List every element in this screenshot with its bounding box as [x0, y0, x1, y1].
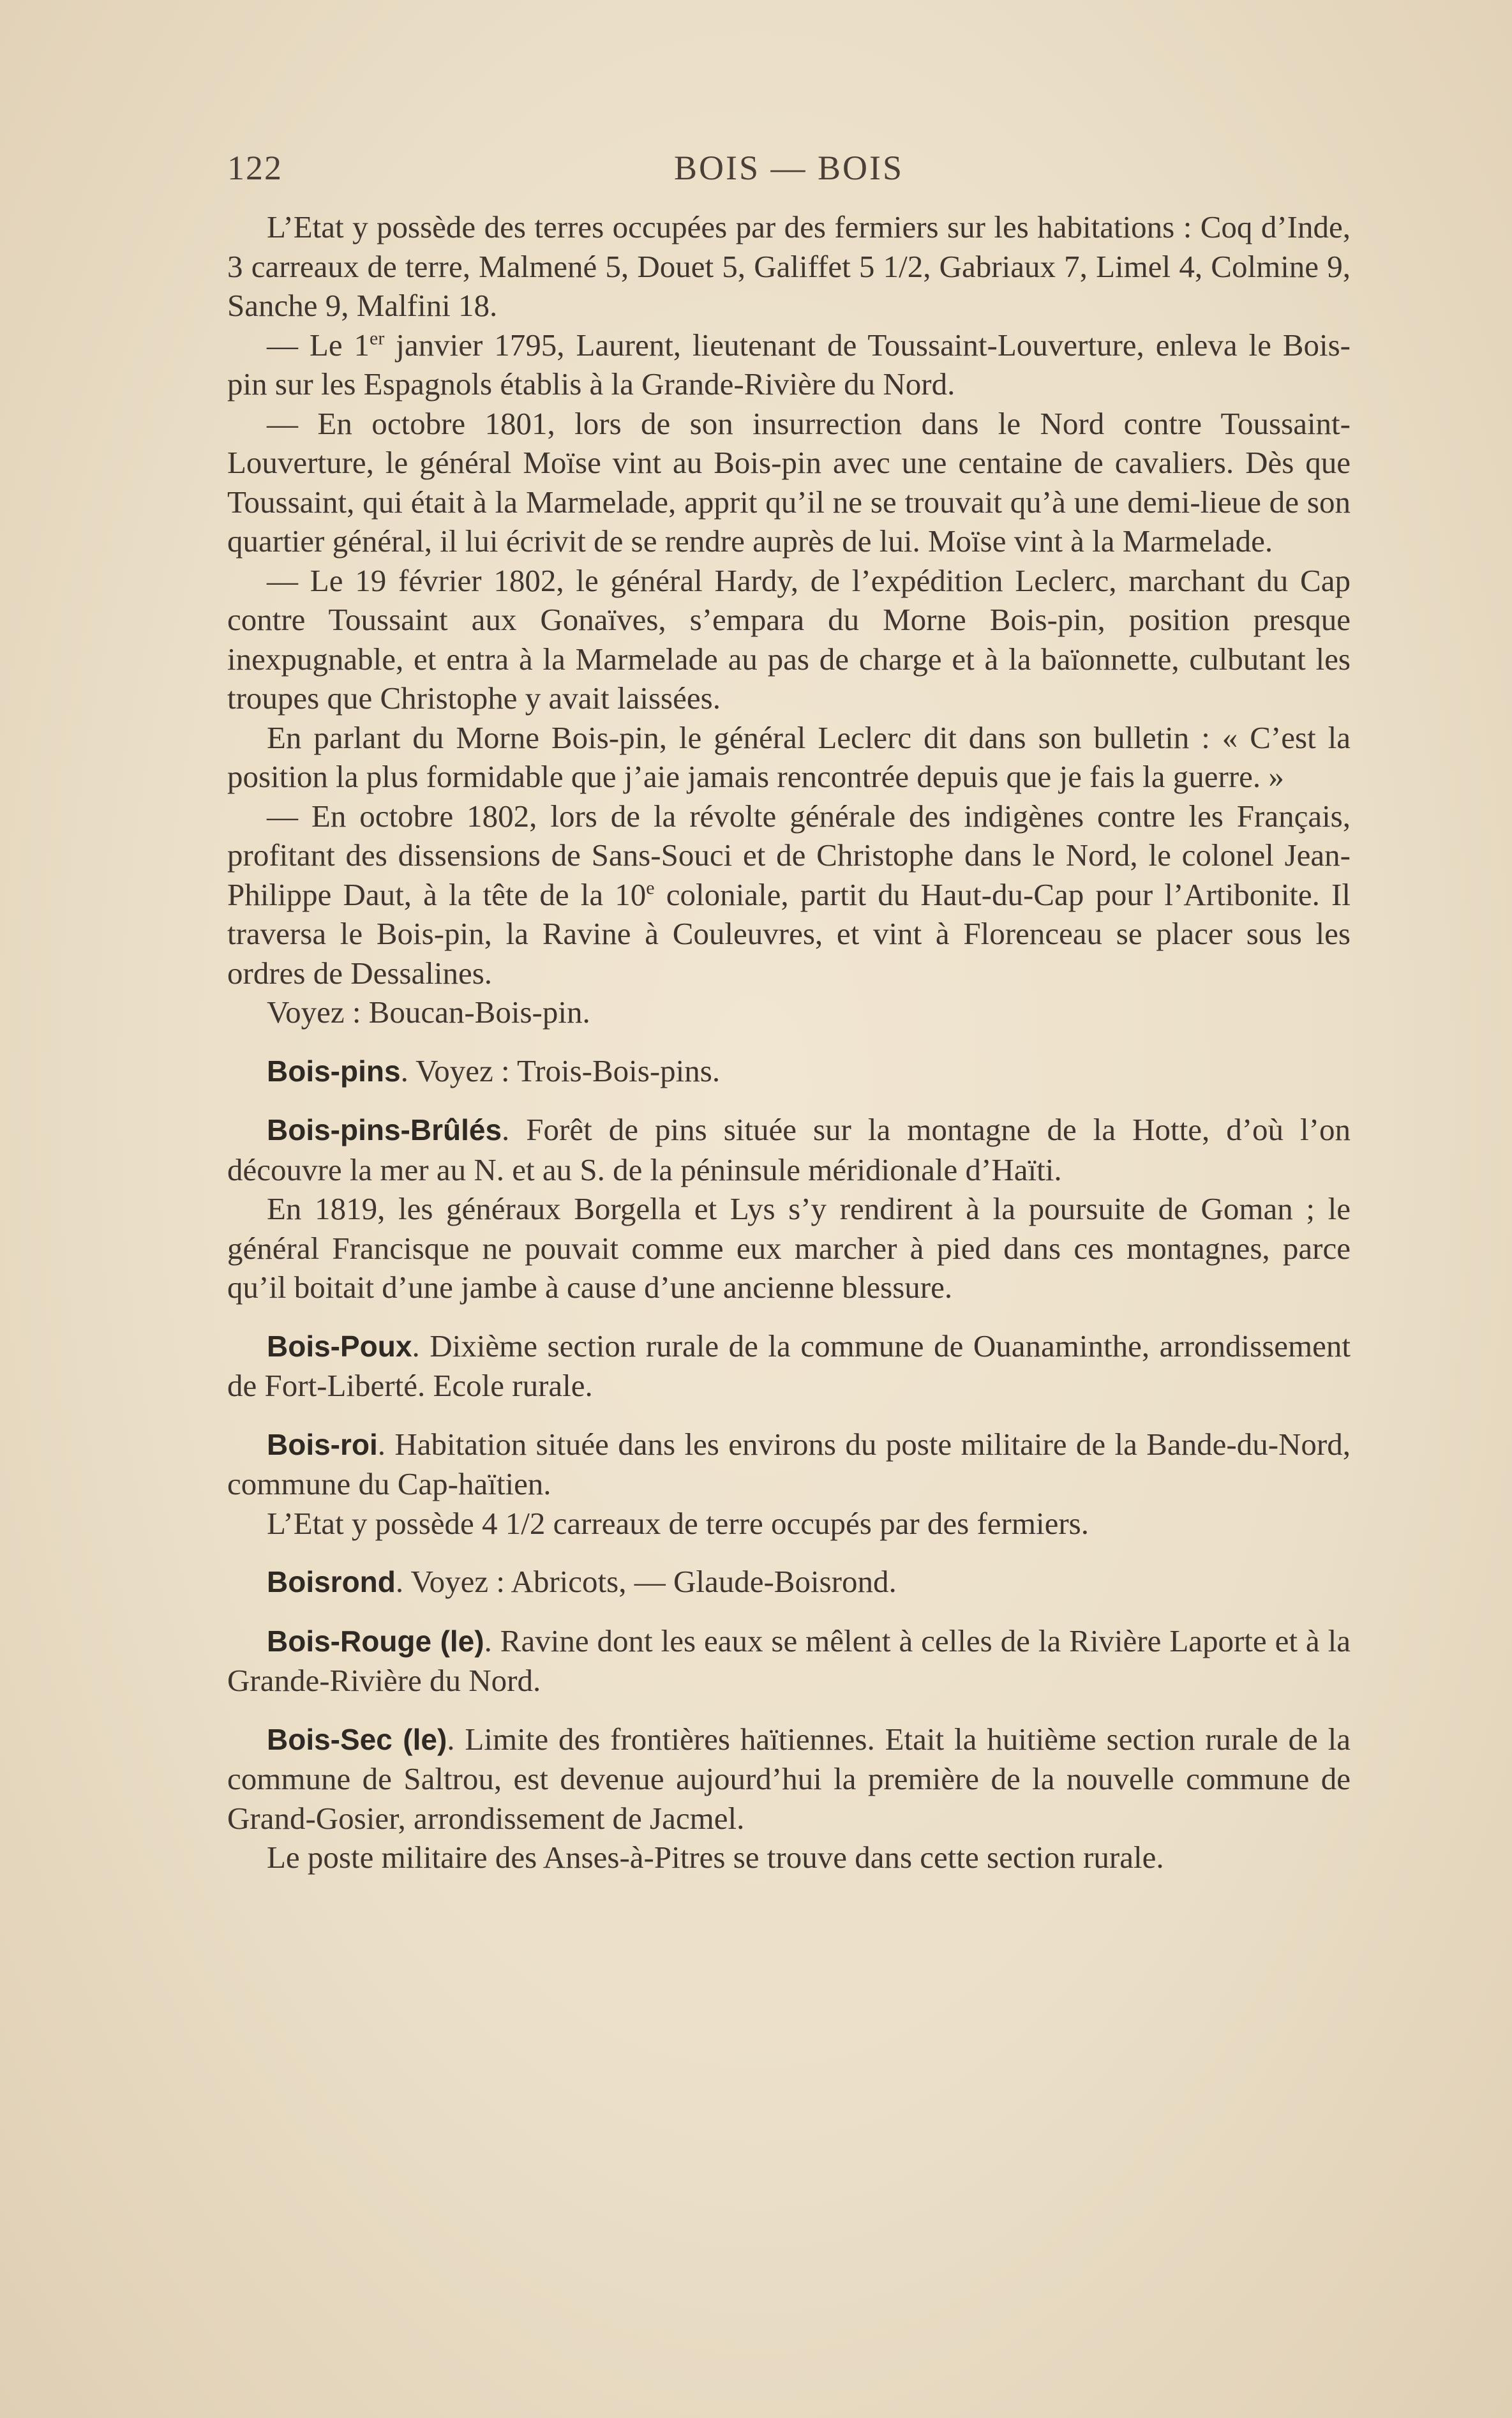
dictionary-entry: Bois-Rouge (le). Ravine dont les eaux se mêlent à celles de la Rivière Laporte et à la Grande-Rivière du Nord. — [227, 1623, 1351, 1698]
paragraph: Le poste militaire des Anses-à-Pitres se trouve dans cette section rurale. — [267, 1840, 1164, 1875]
paragraph: Voyez : Boucan-Bois-pin. — [267, 995, 590, 1030]
paragraph: — En octobre 1802, lors de la révolte générale des indigènes contre les Français, profitant des dissensions de Sans-Souci et de Christophe dans le Nord, le colonel Jean-Philippe Daut, à la tête de la 10e coloniale, partit du Haut-du-Cap pour l’Artibonite. Il traversa le Bois-pin, la Ravine à Couleuvres, et vint à Florenceau se placer sous les ordres de Dessalines. — [227, 798, 1351, 991]
paragraph: — Le 19 février 1802, le général Hardy, de l’expédition Leclerc, marchant du Cap contre Toussaint aux Gonaïves, s’empara du Morne Bois-pin, position presque inexpugnable, et entra à la Marmelade au pas de charge et à la baïonnette, culbutant les troupes que Christophe y avait laissées. — [227, 562, 1351, 716]
entry-headword: Bois-pins — [267, 1054, 401, 1088]
dictionary-entry: Bois-Poux. Dixième section rurale de la commune de Ouanaminthe, arrondissement de Fort-Liberté. Ecole rurale. — [227, 1328, 1351, 1403]
entry-headword: Bois-Poux — [267, 1329, 412, 1363]
entry-headword: Bois-pins-Brûlés — [267, 1113, 502, 1146]
paragraph: En 1819, les généraux Borgella et Lys s’y rendirent à la poursuite de Goman ; le général Francisque ne pouvait comme eux marcher à pied dans ces montagnes, parce qu’il boitait d’une jambe à cause d’une ancienne blessure. — [227, 1191, 1351, 1305]
running-title: BOIS — BOIS — [673, 149, 904, 187]
entry-headword: Bois-Rouge (le) — [267, 1624, 484, 1658]
entry-headword: Bois-Sec (le) — [267, 1722, 447, 1756]
dictionary-entry: Bois-pins. Voyez : Trois-Bois-pins. — [267, 1053, 721, 1088]
page-body — [227, 207, 1351, 1877]
dictionary-entry: Boisrond. Voyez : Abricots, — Glaude-Boisrond. — [267, 1564, 897, 1599]
entry-headword: Boisrond — [267, 1565, 396, 1598]
dictionary-entry: Bois-Sec (le). Limite des frontières haïtiennes. Etait la huitième section rurale de la commune de Saltrou, est devenue aujourd’hui la première de la nouvelle commune de Grand-Gosier, arrondissement de Jacmel. — [227, 1721, 1351, 1836]
dictionary-entry: Bois-roi. Habitation située dans les environs du poste militaire de la Bande-du-Nord, commune du Cap-haïtien. — [227, 1426, 1351, 1501]
paragraph: En parlant du Morne Bois-pin, le général Leclerc dit dans son bulletin : « C’est la position la plus formidable que j’aie jamais rencontrée depuis que je fais la guerre. » — [227, 719, 1351, 794]
entry-headword: Bois-roi — [267, 1427, 378, 1461]
paragraph: — Le 1er janvier 1795, Laurent, lieutenant de Toussaint-Louverture, enleva le Bois-pin sur les Espagnols établis à la Grande-Rivière du Nord. — [227, 327, 1351, 402]
paragraph: L’Etat y possède des terres occupées par des fermiers sur les habitations : Coq d’Inde, 3 carreaux de terre, Malmené 5, Douet 5, Galiffet 5 1/2, Gabriaux 7, Limel 4, Colmine 9, Sanche 9, Malfini 18. — [227, 209, 1351, 323]
page-header — [227, 148, 1351, 199]
paragraph: L’Etat y possède 4 1/2 carreaux de terre occupés par des fermiers. — [267, 1505, 1089, 1541]
dictionary-entry: Bois-pins-Brûlés. Forêt de pins située sur la montagne de la Hotte, d’où l’on découvre la mer au N. et au S. de la péninsule méridionale d’Haïti. — [227, 1112, 1351, 1187]
page-number: 122 — [227, 149, 283, 187]
paragraph: — En octobre 1801, lors de son insurrection dans le Nord contre Toussaint-Louverture, le général Moïse vint au Bois-pin avec une centaine de cavaliers. Dès que Toussaint, qui était à la Marmelade, apprit qu’il ne se trouvait qu’à une demi-lieue de son quartier général, il lui écrivit de se rendre auprès de lui. Moïse vint à la Marmelade. — [227, 405, 1351, 559]
